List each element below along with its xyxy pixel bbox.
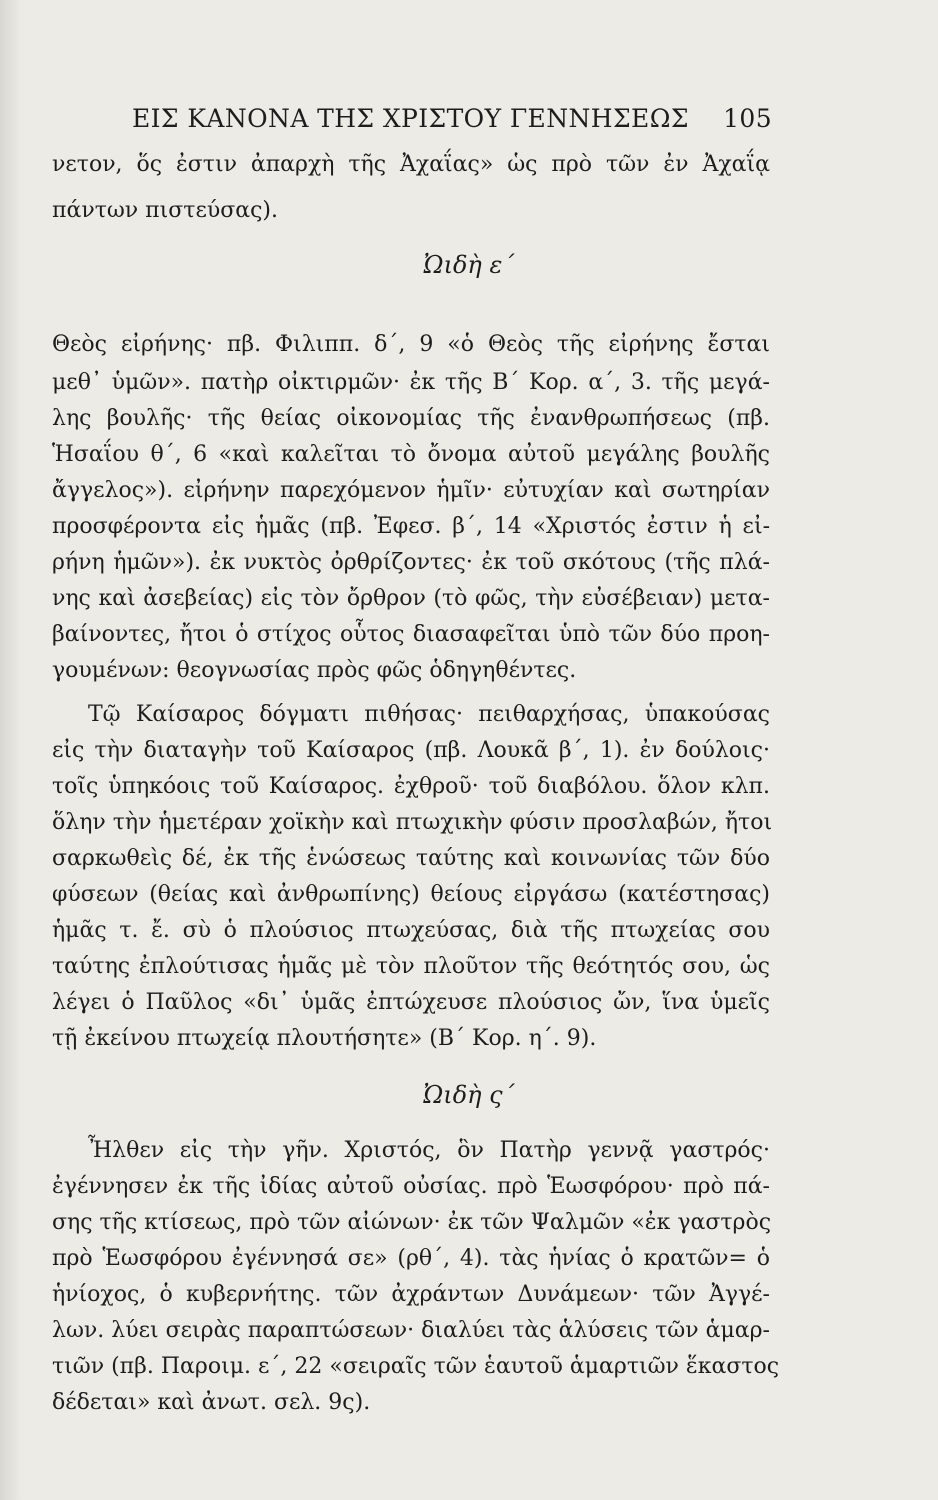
text-line: Τῷ Καίσαρος δόγματι πιθήσας· πειθαρχήσας, ὑπακούσας xyxy=(88,702,770,727)
text-line: νης καὶ ἀσεβείας) εἰς τὸν ὄρθρον (τὸ φῶς, τὴν εὐσέβειαν) μετα- xyxy=(52,586,770,611)
ode-heading: Ὠιδὴ ς΄ xyxy=(423,1081,515,1109)
text-line: βαίνοντες, ἤτοι ὁ στίχος οὗτος διασαφεῖται ὑπὸ τῶν δύο προη- xyxy=(52,622,770,647)
ode-heading: Ὠιδὴ ε΄ xyxy=(423,251,515,279)
text-line: ρήνη ἡμῶν»). ἐκ νυκτὸς ὀρθρίζοντες· ἐκ τοῦ σκότους (τῆς πλά- xyxy=(52,550,770,575)
text-line: γουμένων: θεογνωσίας πρὸς φῶς ὁδηγηθέντες. xyxy=(52,658,577,683)
text-line: πάντων πιστεύσας). xyxy=(52,198,278,223)
text-line: Θεὸς εἰρήνης· πβ. Φιλιππ. δ΄, 9 «ὁ Θεὸς τῆς εἰρήνης ἔσται xyxy=(52,332,770,357)
text-line: τοῖς ὑπηκόοις τοῦ Καίσαρος. ἐχθροῦ· τοῦ διαβόλου. ὅλον κλπ. xyxy=(52,774,770,799)
text-line: φύσεων (θείας καὶ ἀνθρωπίνης) θείους εἰργάσω (κατέστησας) xyxy=(52,882,770,907)
text-line: λέγει ὁ Παῦλος «δι᾽ ὑμᾶς ἐπτώχευσε πλούσιος ὤν, ἵνα ὑμεῖς xyxy=(52,990,770,1015)
text-line: εἰς τὴν διαταγὴν τοῦ Καίσαρος (πβ. Λουκᾶ β΄, 1). ἐν δούλοις· xyxy=(52,738,770,763)
text-line: ὅλην τὴν ἡμετέραν χοϊκὴν καὶ πτωχικὴν φύσιν προσλαβών, ἤτοι xyxy=(52,810,773,835)
text-line: δέδεται» καὶ ἀνωτ. σελ. 9ς). xyxy=(52,1390,371,1415)
page-number: 105 xyxy=(723,104,772,133)
text-line: λων. λύει σειρὰς παραπτώσεων· διαλύει τὰς ἁλύσεις τῶν ἁμαρ- xyxy=(52,1318,770,1343)
page-binding-shadow xyxy=(0,0,22,1500)
running-title: ΕΙΣ ΚΑΝΟΝΑ ΤΗΣ ΧΡΙΣΤΟΥ ΓΕΝΝΗΣΕΩΣ xyxy=(132,104,689,133)
text-line: ἄγγελος»). εἰρήνην παρεχόμενον ἡμῖν· εὐτυχίαν καὶ σωτηρίαν xyxy=(52,478,770,503)
text-line: ταύτης ἐπλούτισας ἡμᾶς μὲ τὸν πλοῦτον τῆς θεότητός σου, ὡς xyxy=(52,954,770,979)
text-line: νετον, ὅς ἐστιν ἀπαρχὴ τῆς Ἀχαΐας» ὡς πρὸ τῶν ἐν Ἀχαΐᾳ xyxy=(52,152,770,177)
text-line: μεθ᾽ ὑμῶν». πατὴρ οἰκτιρμῶν· ἐκ τῆς Β΄ Κορ. α΄, 3. τῆς μεγά- xyxy=(52,370,770,395)
text-line: τῇ ἐκείνου πτωχείᾳ πλουτήσητε» (Β΄ Κορ. η΄. 9). xyxy=(52,1026,597,1051)
text-line: Ἡσαΐου θ΄, 6 «καὶ καλεῖται τὸ ὄνομα αὐτοῦ μεγάλης βουλῆς xyxy=(52,442,770,467)
text-line: προσφέροντα εἰς ἡμᾶς (πβ. Ἐφεσ. β΄, 14 «Χριστός ἐστιν ἡ εἰ- xyxy=(52,514,770,539)
text-line: πρὸ Ἑωσφόρου ἐγέννησά σε» (ρθ΄, 4). τὰς ἡνίας ὁ κρατῶν= ὁ xyxy=(52,1246,770,1271)
text-line: ἡνίοχος, ὁ κυβερνήτης. τῶν ἀχράντων Δυνάμεων· τῶν Ἀγγέ- xyxy=(52,1282,770,1307)
text-line: σαρκωθεὶς δέ, ἐκ τῆς ἑνώσεως ταύτης καὶ κοινωνίας τῶν δύο xyxy=(52,846,770,871)
text-line: λης βουλῆς· τῆς θείας οἰκονομίας τῆς ἐνανθρωπήσεως (πβ. xyxy=(52,406,770,431)
text-line: Ἦλθεν εἰς τὴν γῆν. Χριστός, ὃν Πατὴρ γεννᾷ γαστρός· xyxy=(88,1138,770,1163)
text-line: τιῶν (πβ. Παροιμ. ε΄, 22 «σειραῖς τῶν ἑαυτοῦ ἁμαρτιῶν ἕκαστος xyxy=(52,1354,780,1379)
text-line: ἡμᾶς τ. ἔ. σὺ ὁ πλούσιος πτωχεύσας, διὰ τῆς πτωχείας σου xyxy=(52,918,770,943)
text-line: ἐγέννησεν ἐκ τῆς ἰδίας αὐτοῦ οὐσίας. πρὸ Ἑωσφόρου· πρὸ πά- xyxy=(52,1174,770,1199)
text-line: σης τῆς κτίσεως, πρὸ τῶν αἰώνων· ἐκ τῶν Ψαλμῶν «ἐκ γαστρὸς xyxy=(52,1210,772,1235)
